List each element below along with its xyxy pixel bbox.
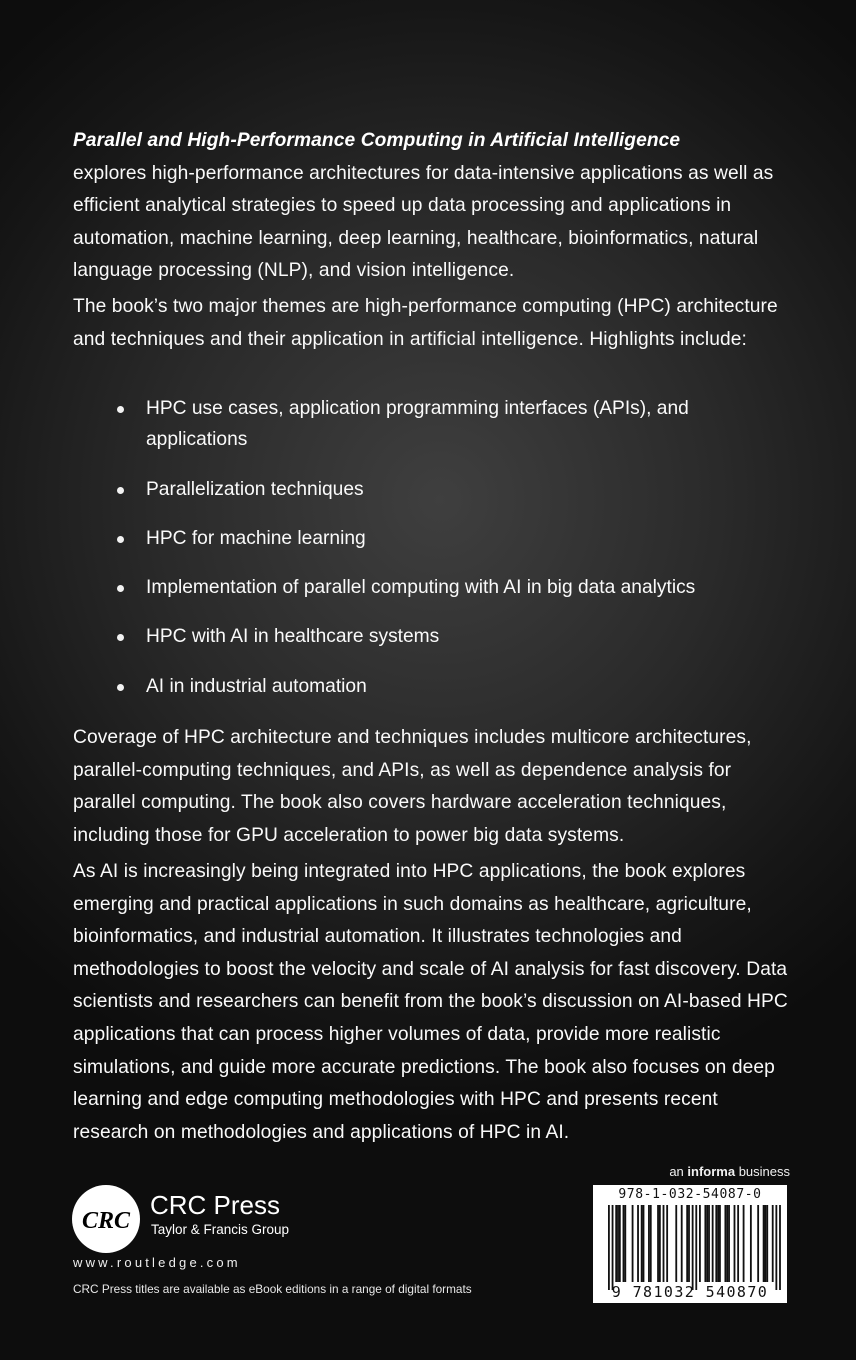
informa-suffix: business <box>735 1164 790 1179</box>
highlight-text: HPC with AI in healthcare systems <box>146 626 440 647</box>
highlight-text: Parallelization techniques <box>146 479 364 500</box>
list-item <box>146 572 786 603</box>
barcode-bar <box>692 1205 694 1290</box>
list-item <box>146 474 786 505</box>
ebook-note: CRC Press titles are available as eBook editions in a range of digital formats <box>73 1282 472 1296</box>
informa-tagline <box>669 1164 790 1179</box>
highlight-text: HPC use cases, application programming interfaces (APIs), and applications <box>146 398 689 450</box>
barcode-bar <box>699 1205 701 1282</box>
barcode-bar <box>695 1205 697 1290</box>
intro-text: explores high-performance architectures for data-intensive applications as well as efficient analytical strategies to speed up data processing and applications in automation, machine learning, deep learning, healthcare, bioinformatics, natural language processing (NLP), and vision intelligence. <box>73 162 774 282</box>
list-item <box>146 671 786 702</box>
book-title: Parallel and High-Performance Computing in Artificial Intelligence <box>73 130 681 151</box>
bullet-icon <box>117 487 124 494</box>
barcode-bar <box>726 1205 728 1282</box>
barcode-bar <box>737 1205 739 1282</box>
bullet-icon <box>117 536 124 543</box>
barcode-bar <box>706 1205 708 1282</box>
list-item <box>146 393 786 455</box>
barcode-bar <box>715 1205 717 1282</box>
barcode-bar <box>681 1205 683 1282</box>
barcode-bar <box>648 1205 650 1282</box>
website-link[interactable]: www.routledge.com <box>73 1255 241 1270</box>
barcode-bar <box>617 1205 619 1282</box>
barcode-bar <box>763 1205 765 1282</box>
barcode-bar <box>637 1205 639 1282</box>
barcode-bar <box>608 1205 610 1290</box>
barcode-bar <box>632 1205 634 1282</box>
barcode-bar <box>719 1205 721 1282</box>
barcode-bar <box>624 1205 626 1282</box>
crc-logo-icon <box>71 1184 141 1254</box>
barcode-bar <box>666 1205 668 1282</box>
barcode-bar <box>612 1205 614 1290</box>
bullet-icon <box>117 585 124 592</box>
barcode-bar <box>772 1205 774 1282</box>
intro-paragraph <box>73 125 793 288</box>
list-item <box>146 621 786 652</box>
barcode <box>593 1185 787 1303</box>
barcode-bar <box>728 1205 730 1282</box>
informa-brand: informa <box>687 1164 736 1179</box>
barcode-bar <box>765 1205 767 1282</box>
barcode-bar <box>657 1205 659 1282</box>
barcode-bar <box>734 1205 736 1282</box>
barcode-bar <box>675 1205 677 1282</box>
barcode-bar <box>779 1205 781 1290</box>
barcode-bar <box>712 1205 714 1282</box>
barcode-bar <box>704 1205 706 1282</box>
coverage-paragraph: Coverage of HPC architecture and techniques includes multicore architectures, parallel-computing techniques, and APIs, as well as dependence analysis for parallel computing. The book also covers hardware acceleration techniques, including those for GPU acceleration to power big data systems. <box>73 727 752 846</box>
logo-text: CRC <box>81 1208 131 1234</box>
applications-paragraph: As AI is increasingly being integrated into HPC applications, the book explores emerging and practical applications in such domains as healthcare, agriculture, bioinformatics, and industrial automation. It illustrates technologies and methodologies to boost the velocity and scale of AI analysis for fast discovery. Data scientists and researchers can benefit from the book’s discussion on AI-based HPC applications that can process higher volumes of data, provide more realistic simulations, and guide more accurate predictions. The book also focuses on deep learning and edge computing methodologies with HPC and presents recent research on methodologies and applications of HPC in AI. <box>73 861 788 1143</box>
publisher-name: CRC Press <box>150 1190 281 1220</box>
barcode-bar <box>724 1205 726 1282</box>
barcode-bar <box>757 1205 759 1282</box>
barcode-bar <box>650 1205 652 1282</box>
barcode-bar <box>663 1205 665 1282</box>
barcode-bar <box>717 1205 719 1282</box>
informa-prefix: an <box>669 1164 688 1179</box>
highlight-text: HPC for machine learning <box>146 528 366 549</box>
bullet-icon <box>117 634 124 641</box>
bullet-icon <box>117 406 124 413</box>
barcode-bar <box>750 1205 752 1282</box>
barcode-bar <box>766 1205 768 1282</box>
barcode-bar <box>641 1205 643 1282</box>
themes-paragraph: The book’s two major themes are high-performance computing (HPC) architecture and techniques and their application in artificial intelligence. Highlights include: <box>73 296 778 350</box>
list-item <box>146 523 786 554</box>
barcode-bar <box>686 1205 688 1282</box>
barcode-bar <box>775 1205 777 1290</box>
barcode-bar <box>688 1205 690 1282</box>
highlight-text: Implementation of parallel computing with AI in big data analytics <box>146 577 696 598</box>
barcode-bar <box>659 1205 661 1282</box>
barcode-bar <box>643 1205 645 1282</box>
barcode-bar <box>623 1205 625 1282</box>
bullet-icon <box>117 684 124 691</box>
barcode-bar <box>615 1205 617 1282</box>
barcode-bar <box>708 1205 710 1282</box>
publisher-group: Taylor & Francis Group <box>151 1222 290 1237</box>
barcode-bar <box>743 1205 745 1282</box>
barcode-bar <box>619 1205 621 1282</box>
highlight-text: AI in industrial automation <box>146 676 367 697</box>
barcode-digits: 9 781032 540870 <box>611 1283 769 1301</box>
isbn-text: 978-1-032-54087-0 <box>618 1187 762 1202</box>
